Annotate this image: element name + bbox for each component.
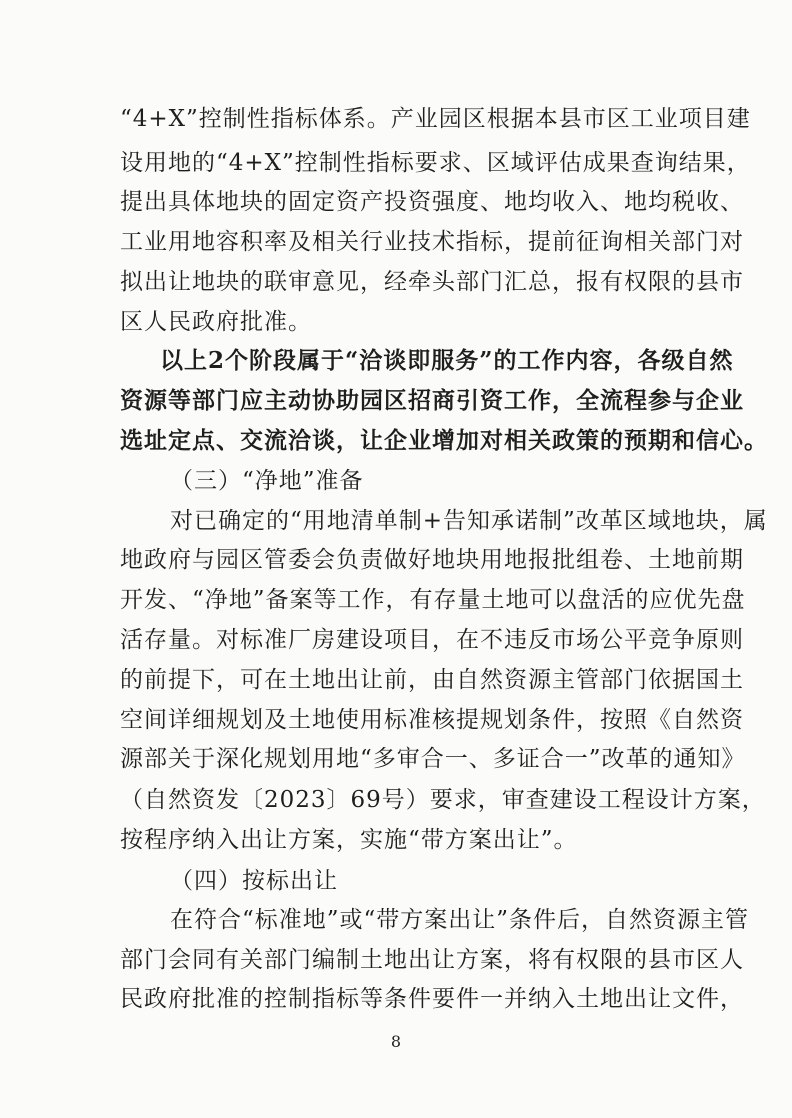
text-line: 的前提下，可在土地出让前，由自然资源主管部门依据国土	[120, 667, 744, 693]
text-line: 源部关于深化规划用地“多审合一、多证合一”改革的通知》	[120, 746, 746, 772]
text-line: 设用地的“4+X”控制性指标要求、区域评估成果查询结果，	[120, 150, 751, 176]
text-line: 民政府批准的控制指标等条件要件一并纳入土地出让文件，	[120, 986, 744, 1012]
text-line: 工业用地容积率及相关行业技术指标，提前征询相关部门对	[120, 229, 744, 255]
text-line: “4+X”控制性指标体系。产业园区根据本县市区工业项目建	[120, 106, 751, 132]
text-line: 区人民政府批准。	[120, 309, 312, 335]
text-line: 按程序纳入出让方案，实施“带方案出让”。	[120, 827, 578, 853]
text-line: 地政府与园区管委会负责做好地块用地报批组卷、土地前期	[120, 547, 744, 573]
text-line: 提出具体地块的固定资产投资强度、地均收入、地均税收、	[120, 189, 744, 215]
text-line: 空间详细规划及土地使用标准核提规划条件，按照《自然资	[120, 707, 744, 733]
section-heading: （三）“净地”准备	[170, 468, 364, 494]
highlighted-text-line: 以上2个阶段属于“洽谈即服务”的工作内容，各级自然	[160, 347, 734, 374]
text-line: 部门会同有关部门编制土地出让方案，将有权限的县市区人	[120, 947, 744, 973]
text-line: 活存量。对标准厂房建设项目，在不违反市场公平竞争原则	[120, 627, 744, 653]
page-number: 8	[390, 1032, 402, 1051]
highlighted-text-line: 选址定点、交流洽谈，让企业增加对相关政策的预期和信心。	[120, 427, 768, 454]
text-line: 在符合“标准地”或“带方案出让”条件后，自然资源主管	[170, 907, 750, 933]
highlighted-text-line: 资源等部门应主动协助园区招商引资工作，全流程参与企业	[120, 387, 744, 414]
text-line: 拟出让地块的联审意见，经牵头部门汇总，报有权限的县市	[120, 269, 744, 295]
text-line: 开发、“净地”备案等工作，有存量土地可以盘活的应优先盘	[120, 587, 746, 613]
text-line: 对已确定的“用地清单制+告知承诺制”改革区域地块，属	[170, 508, 768, 534]
section-heading: （四）按标出让	[170, 868, 338, 894]
text-line: （自然资发〔2023〕69号）要求，审查建设工程设计方案，	[120, 787, 766, 813]
